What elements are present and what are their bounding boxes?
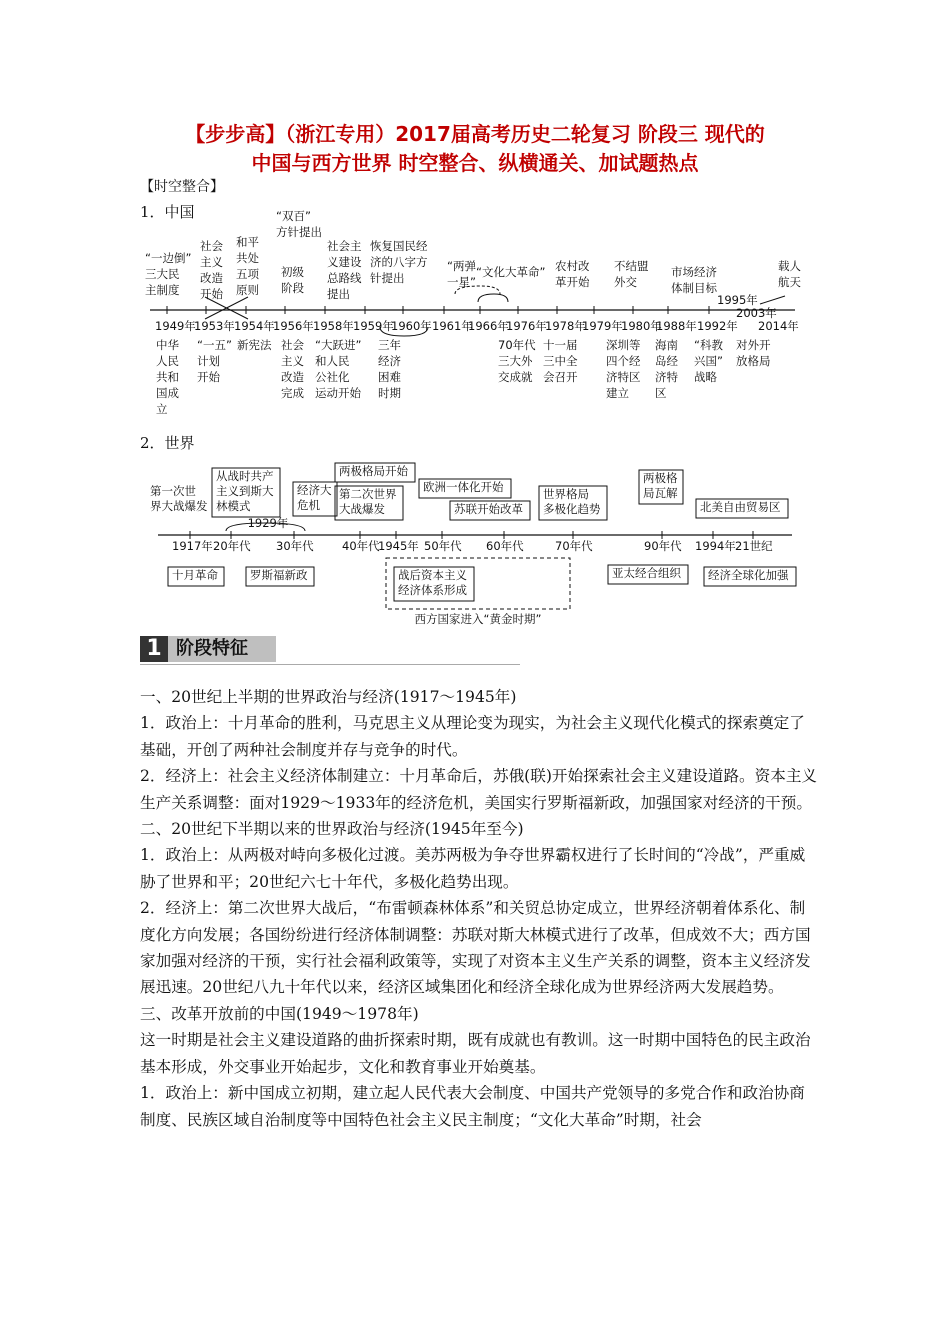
- china-event-below: 三中全: [543, 354, 578, 368]
- body-text: [140, 684, 820, 1133]
- year-label: 1956年: [273, 319, 314, 333]
- world-event-above: 欧洲一体化开始: [423, 480, 504, 494]
- china-event-below: 区: [655, 386, 667, 400]
- world-heading: 2．世界: [140, 434, 195, 452]
- china-event-above: 改造: [200, 271, 223, 285]
- body-paragraph: 1．政治上：从两极对峙向多极化过渡。美苏两极为争夺世界霸权进行了长时间的“冷战”，严重威胁了世界和平；20世纪六七十年代，多极化趋势出现。: [140, 846, 806, 891]
- world-event-above: 经济大: [297, 483, 332, 497]
- china-event-above: 一星”: [447, 275, 476, 289]
- body-paragraph: 1．政治上：新中国成立初期，建立起人民代表大会制度、中国共产党领导的多党合作和政治协商制度、民族区域自治制度等中国特色社会主义民主制度；“文化大革命”时期，社会: [140, 1084, 805, 1129]
- world-event-above: 主义到斯大: [216, 484, 274, 498]
- section-bracket: 【时空整合】: [140, 179, 224, 195]
- china-event-below: 三大外: [498, 354, 533, 368]
- year-label: 1958年: [313, 319, 354, 333]
- china-event-below: 经济: [378, 354, 401, 368]
- year-label: 21世纪: [735, 539, 773, 553]
- china-event-above: 市场经济: [671, 265, 717, 279]
- year-label: 1953年: [194, 319, 235, 333]
- china-event-above: 不结盟: [614, 259, 649, 273]
- year-label: 20年代: [213, 539, 251, 553]
- golden-period-label: 西方国家进入“黄金时期”: [414, 612, 542, 626]
- year-label: 1988年: [656, 319, 697, 333]
- china-event-above: 恢复国民经: [370, 239, 428, 253]
- china-event-above: 主义: [200, 255, 223, 269]
- world-event-below: 经济体系形成: [398, 583, 467, 597]
- world-event-above: 世界格局: [543, 487, 589, 501]
- china-event-above: 开始: [200, 287, 223, 301]
- document-title: [100, 120, 850, 178]
- china-event-below: 社会: [281, 338, 304, 352]
- world-event-above: 局瓦解: [643, 486, 678, 500]
- body-heading-3: 三、改革开放前的中国(1949～1978年): [140, 1004, 419, 1023]
- year-label: 1949年: [155, 319, 196, 333]
- pointer-line: [760, 296, 785, 304]
- china-heading: 1．中国: [140, 203, 195, 221]
- year-label: 1966年: [468, 319, 509, 333]
- year-label: 1945年: [378, 539, 419, 553]
- china-event-above: 方针提出: [276, 225, 322, 239]
- china-event-above: 共处: [236, 251, 259, 265]
- china-event-below: 岛经: [655, 354, 678, 368]
- world-event-above: 林模式: [216, 499, 251, 513]
- year-label: 1959年: [353, 319, 394, 333]
- body-heading-1: 一、20世纪上半期的世界政治与经济(1917～1945年): [140, 688, 517, 706]
- year-label: 1979年: [582, 319, 623, 333]
- year-label: 1992年: [697, 319, 738, 333]
- stage-section-header: [140, 636, 520, 666]
- china-event-below: 人民: [156, 354, 179, 368]
- world-event-above: 多极化趋势: [543, 502, 601, 516]
- china-event-above: 革开始: [555, 275, 590, 289]
- world-event-above: 北美自由贸易区: [700, 500, 781, 514]
- china-event-above: 主制度: [145, 283, 180, 297]
- china-event-below: 完成: [281, 386, 304, 400]
- world-event-above: 从战时共产: [216, 469, 274, 483]
- body-paragraph: 2．经济上：社会主义经济体制建立：十月革命后，苏俄(联)开始探索社会主义建设道路。资本主义生产关系调整：面对1929～1933年的经济危机，美国实行罗斯福新政，加强国家对经济的干预。: [140, 767, 818, 812]
- china-event-below: 改造: [281, 370, 304, 384]
- china-event-below: 运动开始: [315, 386, 361, 400]
- china-event-above: “一边倒”: [145, 251, 192, 265]
- china-event-above: 初级: [281, 265, 304, 279]
- china-event-above: 针提出: [370, 271, 405, 285]
- china-event-above: 总路线: [327, 271, 362, 285]
- china-event-below: 开始: [197, 370, 220, 384]
- china-event-below: 国成: [156, 386, 179, 400]
- china-event-below: 济特区: [606, 370, 641, 384]
- china-event-above: 阶段: [281, 281, 304, 295]
- world-event-below: 罗斯福新政: [250, 568, 308, 582]
- china-event-above: “两弹: [447, 259, 476, 273]
- china-event-below: 困难: [378, 370, 401, 384]
- china-event-below: 济特: [655, 370, 678, 384]
- world-event-above: 第二次世界: [339, 487, 397, 501]
- year-label: 2014年: [758, 319, 799, 333]
- range-brace: [478, 294, 508, 302]
- china-event-below: 和人民: [315, 354, 350, 368]
- china-event-below: 对外开: [736, 338, 771, 352]
- china-event-below: 主义: [281, 354, 304, 368]
- header-rule: [140, 664, 520, 665]
- year-label: 90年代: [644, 539, 682, 553]
- year-label: 40年代: [342, 539, 380, 553]
- body-paragraph: 2．经济上：第二次世界大战后，“布雷顿森林体系”和关贸总协定成立，世界经济朝着体系化、制度化方向发展；各国纷纷进行经济体制调整：苏联对斯大林模式进行了改革，但成效不大；西方国家加强对经济的干预，实行社会福利政策等，实现了对资本主义生产关系的调整，资本主义经济发展迅速。20世纪八九十年代以来，经济区域集团化和经济全球化成为世界经济两大发展趋势。: [140, 899, 811, 997]
- china-event-below: 中华: [156, 338, 179, 352]
- year-label: 1961年: [432, 319, 473, 333]
- china-event-below: 海南: [655, 338, 678, 352]
- world-event-below: 战后资本主义: [398, 568, 467, 582]
- china-event-below: 深圳等: [606, 338, 641, 352]
- china-event-above: 义建设: [327, 255, 362, 269]
- china-event-below: 会召开: [543, 370, 578, 384]
- china-event-above: 提出: [327, 287, 350, 301]
- stage-number: 1: [140, 636, 168, 662]
- china-event-above: 原则: [236, 283, 259, 297]
- china-event-below: 共和: [156, 370, 179, 384]
- china-event-below: “一五”: [197, 338, 232, 352]
- year-label: 1994年: [695, 539, 736, 553]
- china-event-above: 外交: [614, 275, 637, 289]
- china-event-above: 和平: [236, 235, 259, 249]
- china-event-below: 立: [156, 402, 168, 416]
- china-event-below: 战略: [694, 370, 717, 384]
- year-label: 1995年: [717, 293, 758, 307]
- world-event-below: 经济全球化加强: [708, 568, 789, 582]
- china-event-above: 社会: [200, 239, 223, 253]
- title-line-2: 中国与西方世界 时空整合、纵横通关、加试题热点: [251, 151, 699, 175]
- china-event-below: 兴国”: [694, 354, 723, 368]
- range-label: 1929年: [247, 516, 289, 530]
- world-timeline: [0, 455, 950, 630]
- china-event-above: 体制目标: [671, 281, 717, 295]
- year-label: 1917年: [172, 539, 213, 553]
- world-event-above: 大战爆发: [339, 502, 385, 516]
- china-event-below: 四个经: [606, 354, 641, 368]
- world-event-above: 苏联开始改革: [454, 502, 523, 516]
- year-label: 70年代: [555, 539, 593, 553]
- china-event-above: 三大民: [145, 267, 180, 281]
- body-paragraph: 1．政治上：十月革命的胜利，马克思主义从理论变为现实，为社会主义现代化模式的探索奠定了基础，开创了两种社会制度并存与竞争的时代。: [140, 714, 805, 759]
- china-event-below: “科教: [694, 338, 723, 352]
- china-event-below: 公社化: [315, 370, 350, 384]
- china-event-above: “文化大革命”: [476, 265, 546, 279]
- world-event-above: 第一次世: [150, 484, 196, 498]
- world-event-below: 亚太经合组织: [612, 566, 681, 580]
- china-event-above: 载人: [778, 259, 801, 273]
- china-event-above: 农村改: [555, 259, 590, 273]
- china-event-above: 社会主: [327, 239, 362, 253]
- world-event-below: 十月革命: [172, 568, 218, 582]
- year-label: 1978年: [545, 319, 586, 333]
- china-event-below: 交成就: [498, 370, 533, 384]
- china-event-above: 济的八字方: [370, 255, 428, 269]
- china-event-below: 建立: [606, 386, 629, 400]
- year-label: 30年代: [276, 539, 314, 553]
- china-event-below: 时期: [378, 386, 401, 400]
- world-event-above: 两极格: [643, 471, 678, 485]
- china-event-below: 十一届: [543, 338, 578, 352]
- stage-label: 阶段特征: [168, 636, 276, 662]
- body-paragraph: 这一时期是社会主义建设道路的曲折探索时期，既有成就也有教训。这一时期中国特色的民主政治基本形成，外交事业开始起步，文化和教育事业开始奠基。: [140, 1031, 811, 1076]
- china-event-above: 航天: [778, 275, 801, 289]
- china-event-below: 计划: [197, 354, 220, 368]
- body-heading-2: 二、20世纪下半期以来的世界政治与经济(1945年至今): [140, 820, 524, 839]
- china-event-below: 三年: [378, 338, 401, 352]
- world-event-above: 界大战爆发: [150, 499, 208, 513]
- title-line-1: 【步步高】（浙江专用）2017届高考历史二轮复习 阶段三 现代的: [185, 122, 765, 146]
- china-event-below: “大跃进”: [315, 338, 362, 352]
- china-event-above: “双百”: [276, 209, 311, 223]
- year-label: 1976年: [506, 319, 547, 333]
- china-event-above: 五项: [236, 267, 259, 281]
- year-label: 50年代: [424, 539, 462, 553]
- china-event-below: 70年代: [498, 338, 536, 352]
- china-event-below: 新宪法: [237, 338, 272, 352]
- year-label: 60年代: [486, 539, 524, 553]
- china-event-below: 放格局: [736, 354, 771, 368]
- year-label: 1980年: [621, 319, 662, 333]
- world-event-above: 两极格局开始: [339, 464, 408, 478]
- year-label: 2003年: [736, 306, 777, 320]
- year-label: 1960年: [391, 319, 432, 333]
- world-event-above: 危机: [297, 498, 320, 512]
- year-label: 1954年: [234, 319, 275, 333]
